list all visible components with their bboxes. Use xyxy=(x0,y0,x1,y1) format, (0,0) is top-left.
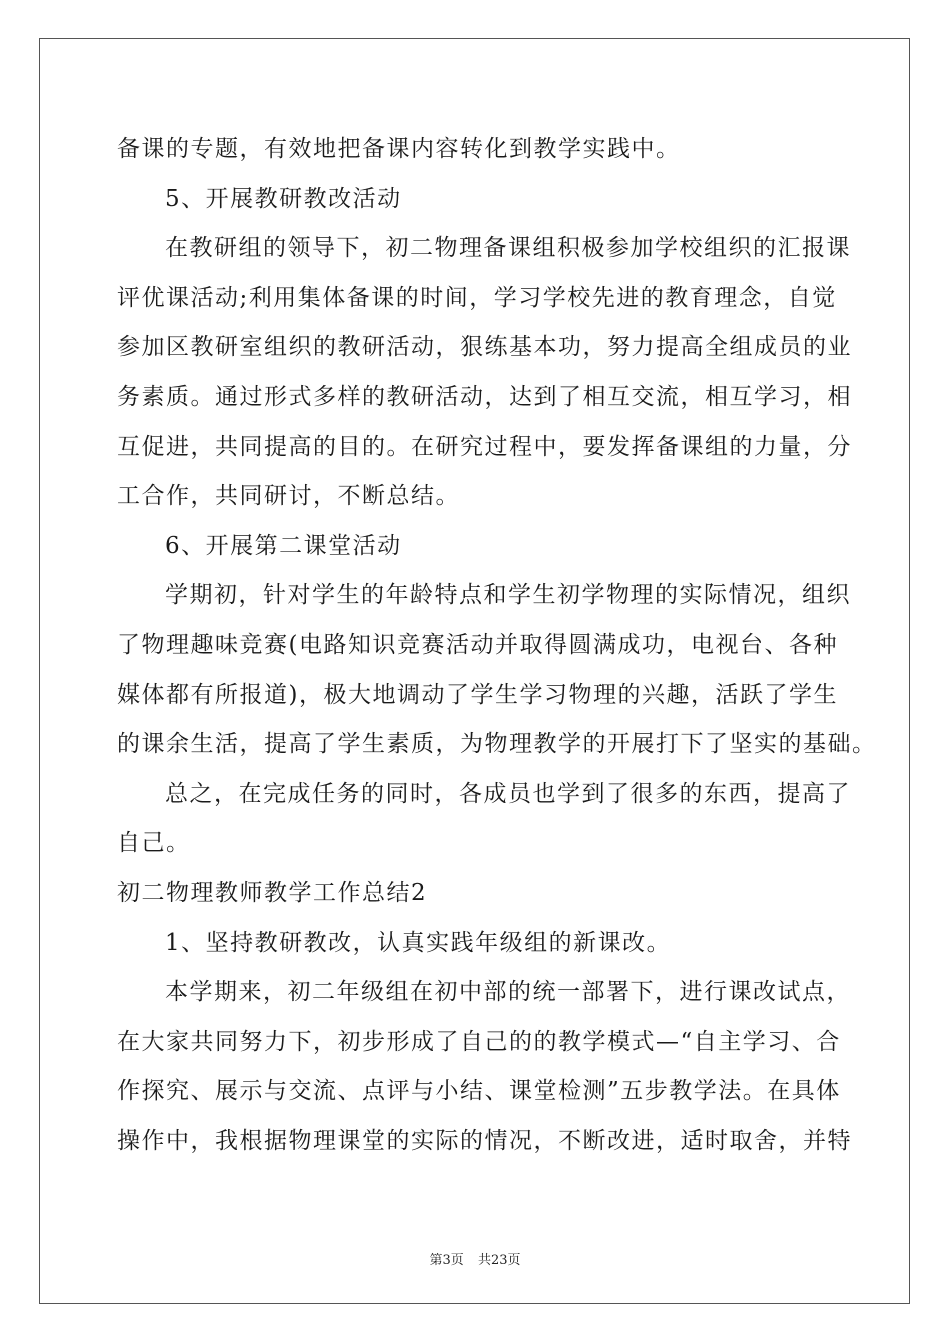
text-line: 的课余生活，提高了学生素质，为物理教学的开展打下了坚实的基础。 xyxy=(117,731,877,758)
text-line: 自己。 xyxy=(117,830,191,857)
page-footer xyxy=(0,1249,950,1268)
document-body xyxy=(117,125,877,1166)
section-heading: 5、开展教研教改活动 xyxy=(165,185,402,212)
section-heading: 1、坚持教研教改，认真实践年级组的新课改。 xyxy=(165,929,672,956)
text-line: 互促进，共同提高的目的。在研究过程中，要发挥备课组的力量，分 xyxy=(117,433,852,460)
text-line: 评优课活动;利用集体备课的时间，学习学校先进的教育理念，自觉 xyxy=(117,284,837,311)
text-line: 在教研组的领导下，初二物理备课组积极参加学校组织的汇报课 xyxy=(165,235,851,262)
text-line: 学期初，针对学生的年龄特点和学生初学物理的实际情况，组织 xyxy=(165,582,851,609)
text-line: 总之，在完成任务的同时，各成员也学到了很多的东西，提高了 xyxy=(165,780,851,807)
document-title: 初二物理教师教学工作总结2 xyxy=(117,879,428,906)
section-heading: 6、开展第二课堂活动 xyxy=(165,532,402,559)
text-line: 作探究、展示与交流、点评与小结、课堂检测”五步教学法。在具体 xyxy=(117,1078,841,1105)
page-number: 第3页 xyxy=(429,1253,464,1268)
text-line: 参加区教研室组织的教研活动，狠练基本功，努力提高全组成员的业 xyxy=(117,334,852,361)
text-line: 在大家共同努力下，初步形成了自己的的教学模式—“自主学习、合 xyxy=(117,1028,841,1055)
text-line: 备课的专题，有效地把备课内容转化到教学实践中。 xyxy=(117,136,681,162)
text-line: 操作中，我根据物理课堂的实际的情况，不断改进，适时取舍，并特 xyxy=(117,1127,852,1154)
page-total: 共23页 xyxy=(477,1253,521,1268)
text-line: 务素质。通过形式多样的教研活动，达到了相互交流，相互学习，相 xyxy=(117,383,852,410)
text-line: 了物理趣味竞赛(电路知识竞赛活动并取得圆满成功，电视台、各种 xyxy=(117,631,838,658)
text-line: 本学期来，初二年级组在初中部的统一部署下，进行课改试点， xyxy=(165,979,851,1006)
text-line: 工合作，共同研讨，不断总结。 xyxy=(117,483,460,510)
text-line: 媒体都有所报道)，极大地调动了学生学习物理的兴趣，活跃了学生 xyxy=(117,681,838,708)
